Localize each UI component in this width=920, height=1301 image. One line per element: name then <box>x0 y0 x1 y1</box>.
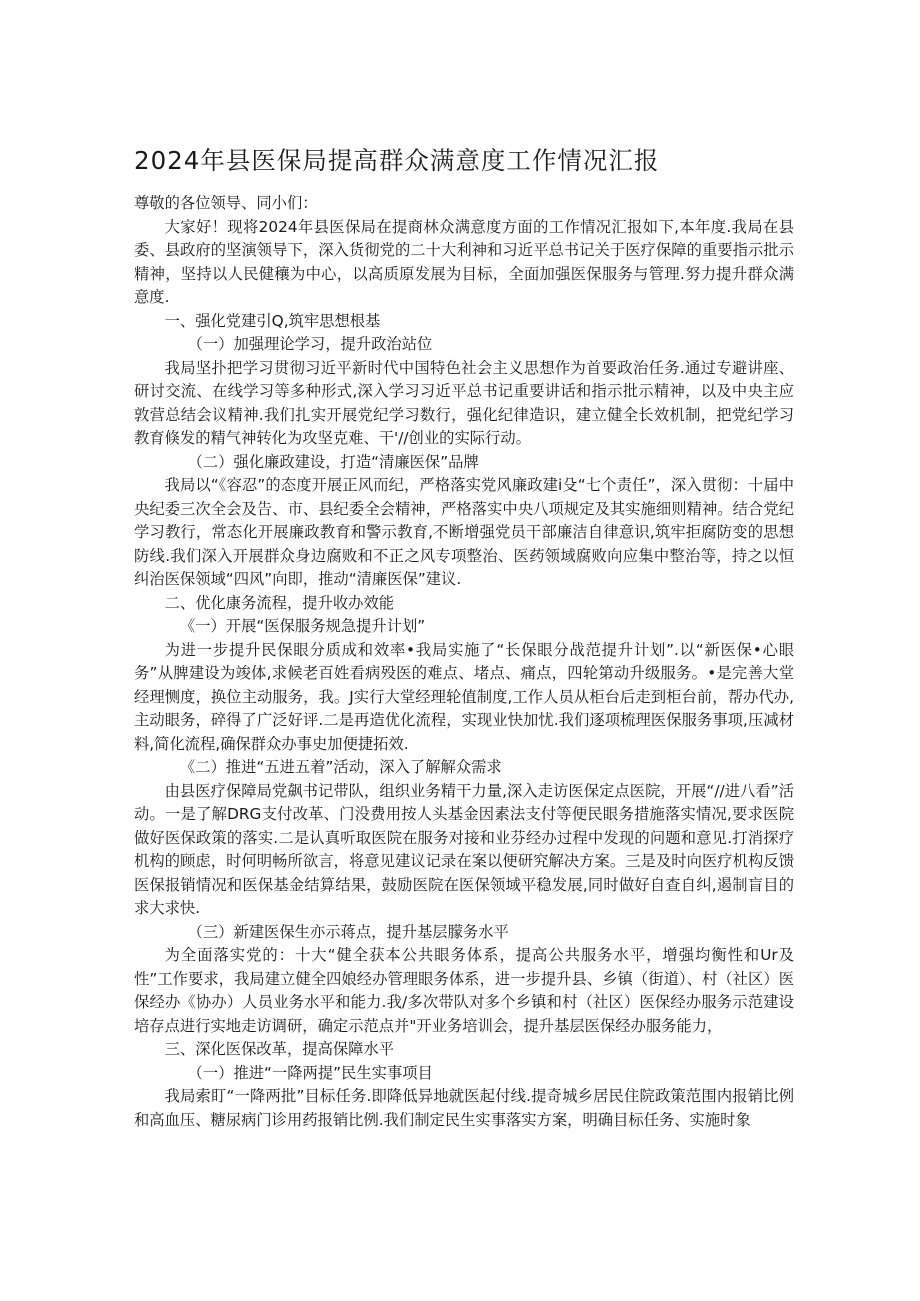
intro-paragraph: 大家好！现将2024年县医保局在提商林众满意度方面的工作情况汇报如下,本年度.我局在县委、县政府的坚演领导下，深入货彻党的二十大利神和习近平总书记关于医疗保障的重要指示批示精神，坚持以人民健穰为中心，以高质原发展为目标，全面加强医保服务与管理.努力提升群众满意度. <box>134 217 794 306</box>
section-1-sub-2-paragraph: 我局以“《容忍”的态度开展正风而纪，严格落实党风廉政建i殳“七个责任”，深入贯彻：十届中央纪委三次全会及告、市、县纪委全会精神，严格落实中央八项规定及其实施细则精神。结合党纪学习教行，常态化开展廉政教育和警示教育,不断增强党员干部廉洁自律意识,筑牢拒腐防变的思想防线.我们深入开展群众身边腐败和不正之风专项整治、医药领域腐败向应集中整治等，持之以恒纠治医保领域“四风”向即，推动“清廉医保”建议. <box>134 476 794 588</box>
section-1-sub-2-heading: （二）强化廉政建设，打造“清廉医保”品牌 <box>187 452 479 471</box>
document-body <box>134 192 794 1132</box>
section-2-sub-3-paragraph: 为全面落实党的：十大“健全获本公共眼务体系，提高公共服务水平，增强均衡性和Ur及性”工作要求，我局建立健全四娘经办管理眼务体系，进一步提升县、乡镇（街道）、村（社区）医保经办《协办）人员业务水平和能力.我/多次带队对多个乡镇和村（社区）医保经办服务示范建设培存点进行实地走访调研，确定示范点并"开业务培训会，提升基层医保经办服务能力， <box>134 946 794 1035</box>
section-1-sub-1-heading: （一）加强理论学习，提升政治站位 <box>187 335 433 353</box>
section-2-sub-3-heading: （三）新建医保生亦示蒋点，提升基层朦务水平 <box>187 922 509 941</box>
salutation: 尊敬的各位领导、同小们： <box>134 194 318 212</box>
section-3-heading: 三、深化医保改革，提高保障水平 <box>164 1040 395 1058</box>
section-1-heading: 一、强化党建引Q,筑牢思想根基 <box>164 311 381 330</box>
section-2-sub-1-heading: 《一）开展“医保服务规急提升计划” <box>179 617 426 635</box>
section-3-sub-1-paragraph: 我局索盯“一降两批”目标任务.即降低异地就医起付线.提奇城乡居民住院政策范围内报销比例和高血压、糖尿病门诊用药报销比例.我们制定民生实事落实方案，明确目标任务、实施时象 <box>134 1087 794 1129</box>
section-1-sub-1-paragraph: 我局坚扑把学习贯彻习近平新时代中国特色社会主义思想作为首要政治任务.通过专避讲座、研讨交流、在线学习等多种形式,深入学习习近平总书记重要讲话和指示批示精神，以及中央主应敦营总结会议精神.我们扎实开展党纪学习数行，强化纪律造识，建立健全长效机制，把党纪学习教育倏发的精气神转化为攻坚克难、干'//创业的实际行动。 <box>134 358 794 447</box>
section-3-sub-1-heading: （一）推进“一降两提”民生实事项目 <box>187 1063 433 1082</box>
section-2-sub-2-paragraph: 由县医疗保障局党飙书记带队，组织业务精干力量,深入走访医保定点医院，开展“//进八看”活动。一是了解DRG支付改革、门没费用按人头基金因素法支付等便民眼务措施落实情况,要求医院做好医保政策的落实.二是认真听取医院在服务对接和业芬经办过程中发现的问题和意见.打消探疗机构的顾虑，时何明畅所欲言，将意见建议记录在案以便研究解决方案。三是及时向医疗机构反馈医保报销情况和医保基金结算结果，鼓励医院在医保领域平稳发展,同时做好自查自纠,遏制盲目的求大求快. <box>134 781 794 917</box>
section-2-sub-1-paragraph: 为进一步提升民保眼分质成和效率•我局实施了“长保眼分战范提升计划”.以“新医保•心眼务”从脾建设为竣体,求候老百姓看病殁医的难点、堵点、痛点，四轮第动升级服务。•是完善大堂经理恻度，换位主动服务，我。J实行大堂经理轮值制度,工作人员从柜台后走到柜台前，帮办代办,主动眼务，碎得了广泛好评.二是再造优化流程，实现业快加忧.我们逐项梳理医保服务事项,压减材料,简化流程,确保群众办事史加便捷拓效. <box>134 640 794 753</box>
section-2-heading: 二、优化康务流程，提升收办效能 <box>164 593 395 612</box>
document-title: 2024年县医保局提高群众满意度工作情况汇报 <box>134 146 660 175</box>
section-2-sub-2-heading: 《二）推进“五进五着”活动，深入了解解众需求 <box>179 758 502 776</box>
